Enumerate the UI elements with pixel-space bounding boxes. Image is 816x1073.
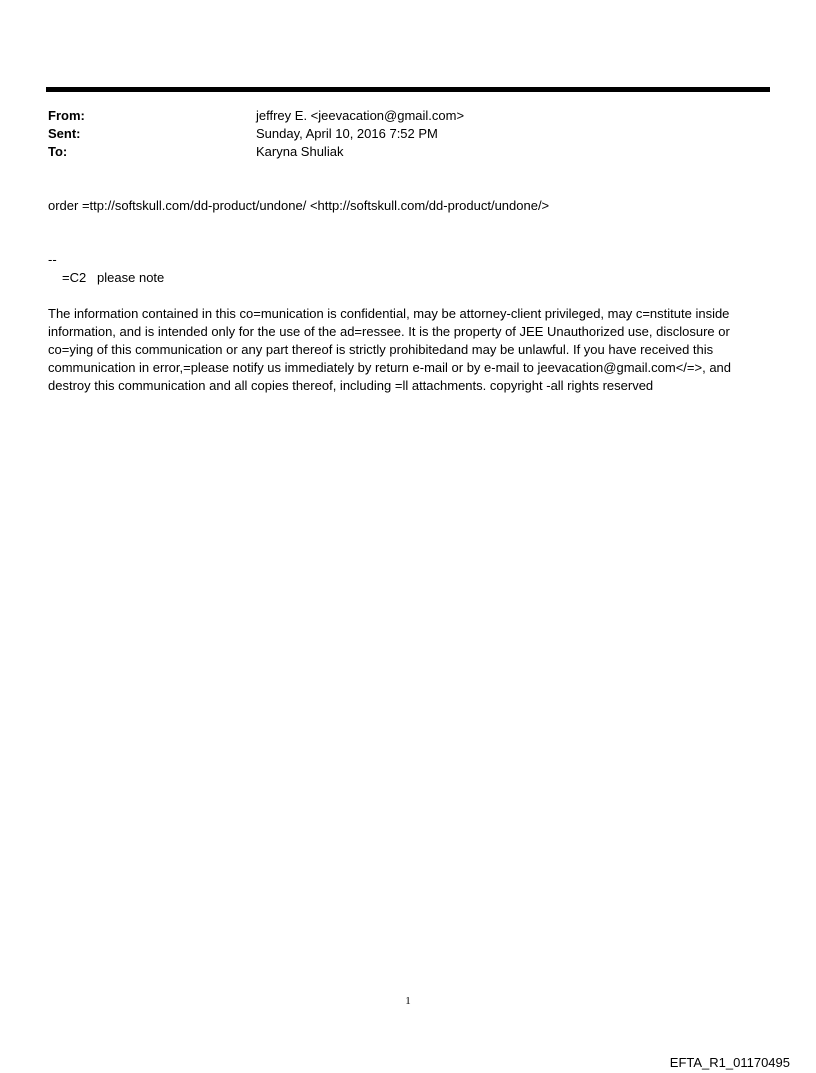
to-row (48, 143, 748, 161)
sent-value: Sunday, April 10, 2016 7:52 PM (256, 126, 438, 141)
page-number: 1 (405, 995, 411, 1007)
document-id: EFTA_R1_01170495 (669, 1055, 790, 1070)
order-line: order =ttp://softskull.com/dd-product/undone/ <http://softskull.com/dd-product/undone/> (48, 198, 550, 213)
to-label: To: (48, 144, 68, 159)
sent-label: Sent: (48, 126, 81, 141)
confidentiality-disclaimer: The information contained in this co=munication is confidential, may be attorney-client privileged, may c=nstitute inside information, and is intended only for the use of the ad=ressee. It is the property of JEE Unauthorized use, disclosure or co=ying of this communication or any part thereof is strictly prohibitedand may be unlawful. If you have received this communication in error,=please notify us immediately by return e-mail or by e-mail to jeevacation@gmail.com</=>, and destroy this communication and all copies thereof, including =ll attachments. copyright -all rights reserved (48, 306, 732, 393)
from-label: From: (48, 108, 85, 123)
to-value: Karyna Shuliak (256, 144, 344, 159)
email-header-block (48, 107, 748, 161)
signature-note: =C2 please note (62, 270, 165, 285)
from-row (48, 107, 748, 125)
signature-dash: -- (48, 252, 57, 267)
header-divider-rule (46, 87, 770, 92)
from-value: jeffrey E. <jeevacation@gmail.com> (256, 108, 465, 123)
sent-row (48, 125, 748, 143)
